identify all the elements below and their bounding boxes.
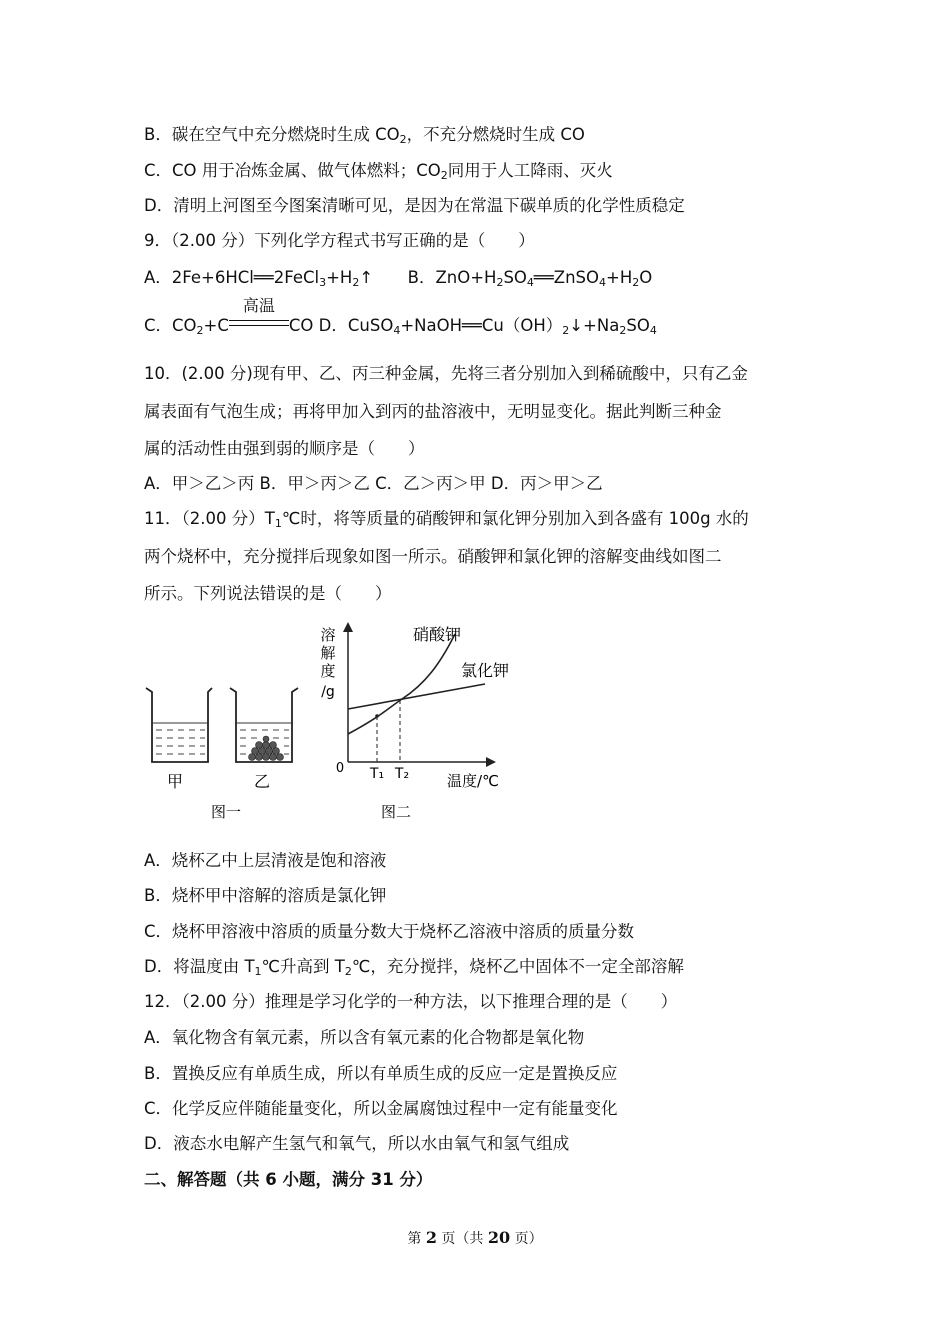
kno3-label: 硝酸钾 [412,625,462,644]
q11-stem-line-1: 11．（2.00 分）$T_1℃$时，将等质量的硝酸钾和氯化钾分别加入到各盛有 100g 水的 [144,509,749,530]
t1-label: T₁ [369,766,385,782]
q9-options-cd [144,296,657,343]
q12-option-a: A．氧化物含有氧元素，所以含有氧元素的化合物都是氧化物 [144,1028,585,1047]
kno3-curve [348,634,455,734]
q11-stem-line-3: 所示。下列说法错误的是（ ） [144,584,392,603]
y-axis-label-1: 溶 [320,626,336,644]
q11-option-a: A．烧杯乙中上层清液是饱和溶液 [144,851,387,870]
undissolved-solid [249,736,284,761]
y-axis-label-3: 度 [320,662,336,680]
q9-option-b: B．$ZnO+H_2SO_4══ZnSO_4+H_2O$ [407,268,653,289]
q9-stem: 9．（2.00 分）下列化学方程式书写正确的是（ ） [144,231,535,250]
q8-option-c: C．CO 用于冶炼金属、做气体燃料；$CO_2$同用于人工降雨、灭火 [144,161,613,182]
q9-option-a: A．$2Fe+6HCl══2FeCl_3+H_2↑$ [144,268,374,289]
x-axis-label: 温度/℃ [447,772,499,790]
origin-label: 0 [335,761,345,776]
section-2-heading: 二、解答题（共 6 小题，满分 31 分） [144,1170,433,1189]
q8-option-b: B．碳在空气中充分燃烧时生成 $CO_2$，不充分燃烧时生成 CO [144,125,585,146]
beaker-yi-label: 乙 [253,772,271,791]
q9-option-c: C．$CO_2+C$ 高温 CO [144,296,314,337]
y-axis-label-2: 解 [320,644,336,662]
q12-option-c: C．化学反应伴随能量变化，所以金属腐蚀过程中一定有能量变化 [144,1099,618,1118]
q10-stem-line-1: 10．(2.00 分)现有甲、乙、丙三种金属，先将三者分别加入到稀硫酸中，只有乙金 [144,364,748,383]
solubility-graph [320,622,509,790]
q12-option-b: B．置换反应有单质生成，所以有单质生成的反应一定是置换反应 [144,1064,618,1083]
t2-label: T₂ [394,766,410,782]
q10-stem-line-2: 属表面有气泡生成；再将甲加入到丙的盐溶液中，无明显变化。据此判断三种金 [144,402,722,421]
figure-1-caption: 图一 [210,803,242,821]
q11-option-c: C．烧杯甲溶液中溶质的质量分数大于烧杯乙溶液中溶质的质量分数 [144,922,635,941]
q11-figures [140,612,520,832]
y-axis-label-4: /g [321,684,335,700]
q12-stem: 12．（2.00 分）推理是学习化学的一种方法，以下推理合理的是（ ） [144,992,678,1011]
q11-option-d: D．将温度由 $T_1℃$升高到 $T_2℃$，充分搅拌，烧杯乙中固体不一定全部溶解 [144,957,684,978]
q9-options-ab [144,266,652,295]
kcl-label: 氯化钾 [460,661,510,680]
q10-stem-line-3: 属的活动性由强到弱的顺序是（ ） [144,439,425,458]
q8-option-d: D．清明上河图至今图案清晰可见，是因为在常温下碳单质的化学性质稳定 [144,196,685,215]
q11-option-b: B．烧杯甲中溶解的溶质是氯化钾 [144,886,387,905]
q12-option-d: D．液态水电解产生氢气和氧气，所以水由氧气和氢气组成 [144,1134,570,1153]
q10-options: A．甲＞乙＞丙 B．甲＞丙＞乙 C．乙＞丙＞甲 D．丙＞甲＞乙 [144,474,603,493]
figure-2-caption: 图二 [380,803,412,821]
q11-stem-line-2: 两个烧杯中，充分搅拌后现象如图一所示。硝酸钾和氯化钾的溶解变曲线如图二 [144,547,722,566]
beaker-jia-label: 甲 [166,772,184,791]
beaker-yi [230,688,298,762]
q9-option-d: D．$CuSO_4+NaOH══Cu(OH)_2↓+Na_2SO_4$ [318,316,657,337]
beaker-jia [146,688,212,762]
reaction-condition: 高温 [229,314,289,338]
page-footer: 第 2 页（共 20 页） [407,1228,543,1247]
